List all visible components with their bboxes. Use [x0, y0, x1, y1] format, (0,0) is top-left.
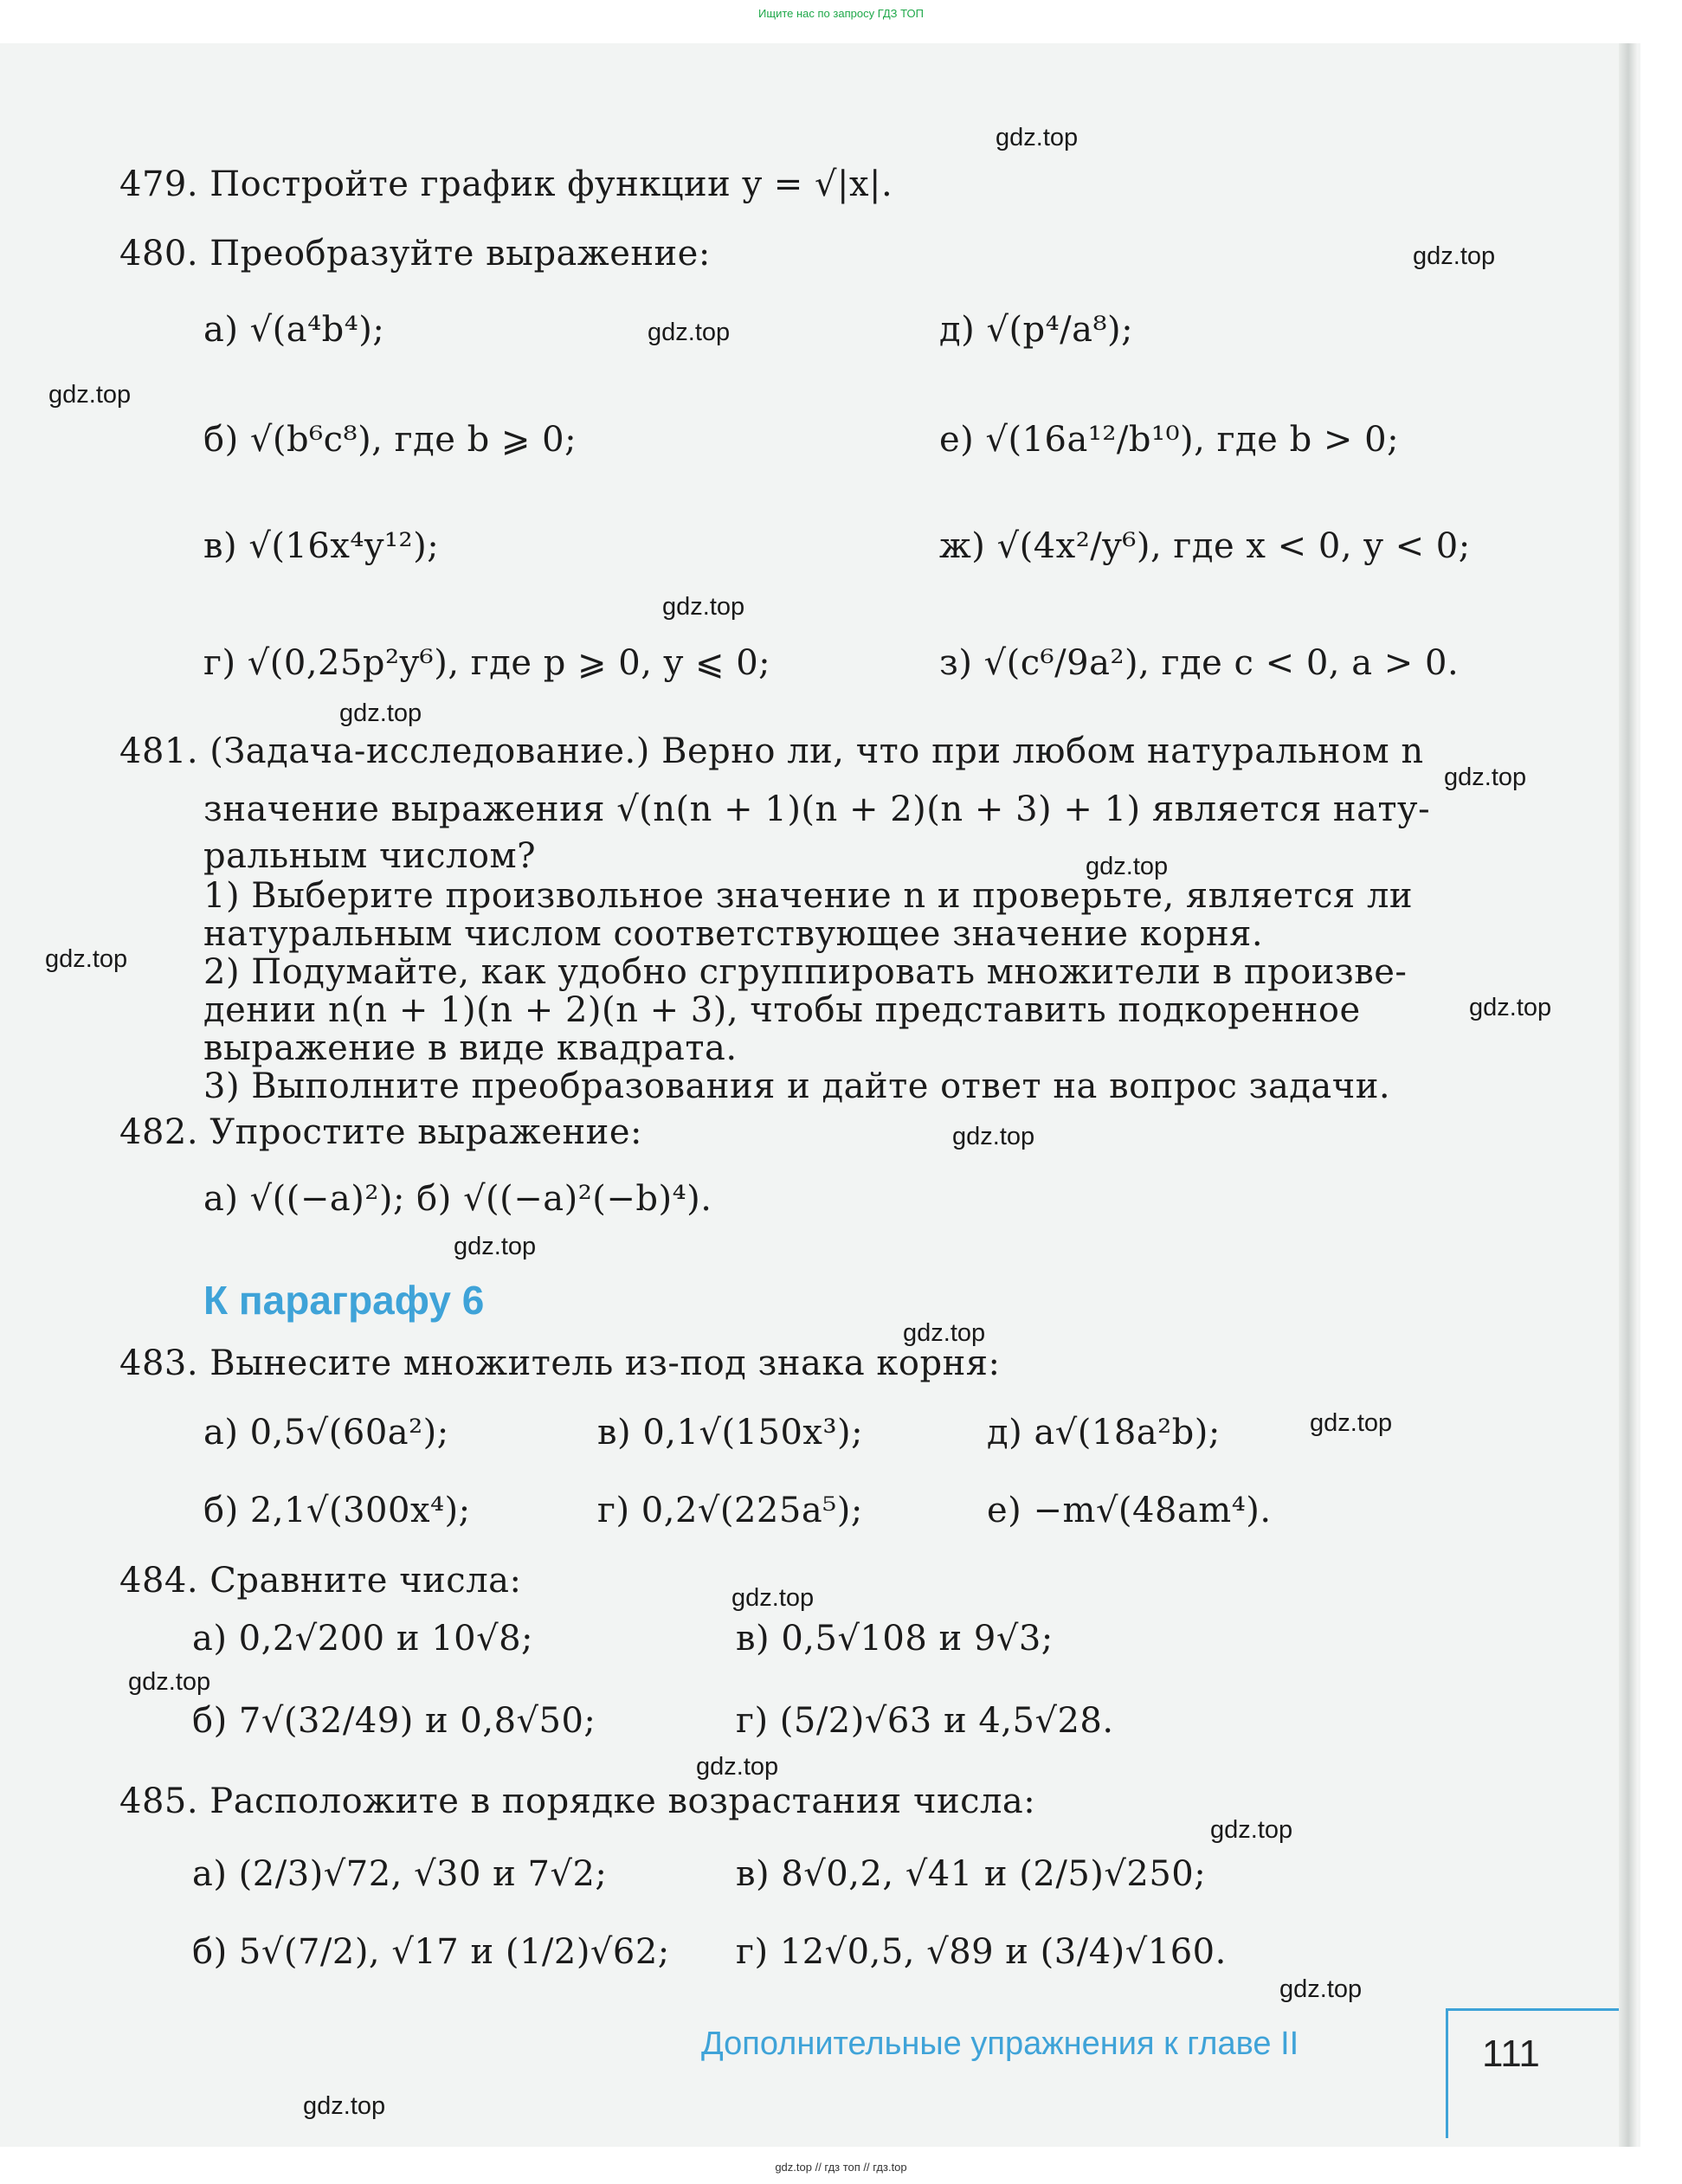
- problem-485-heading: 485. Расположите в порядке возрастания числа:: [119, 1781, 1036, 1821]
- watermark: gdz.top: [48, 381, 132, 409]
- problem-480-a: а) √(a⁴b⁴);: [203, 310, 385, 350]
- problem-480-g: г) √(0,25p²y⁶), где p ⩾ 0, y ⩽ 0;: [203, 643, 771, 683]
- watermark: gdz.top: [303, 2092, 386, 2120]
- watermark: gdz.top: [1279, 1975, 1363, 2003]
- problem-481-line-2: значение выражения √(n(n + 1)(n + 2)(n + 3) + 1) является нату-: [203, 789, 1431, 829]
- watermark: gdz.top: [696, 1753, 779, 1781]
- problem-481-line-1: 481. (Задача-исследование.) Верно ли, что при любом натуральном n: [119, 731, 1424, 771]
- problem-481-line-7: дении n(n + 1)(n + 2)(n + 3), чтобы представить подкоренное: [203, 990, 1361, 1030]
- problem-485-b: б) 5√(7/2), √17 и (1/2)√62;: [192, 1932, 670, 1972]
- problem-485-v: в) 8√0,2, √41 и (2/5)√250;: [736, 1854, 1207, 1894]
- watermark: gdz.top: [1310, 1409, 1393, 1437]
- problem-480-heading: 480. Преобразуйте выражение:: [119, 234, 711, 274]
- problem-481-line-3: ральным числом?: [203, 836, 537, 876]
- problem-483-g: г) 0,2√(225a⁵);: [597, 1491, 863, 1530]
- problem-481-line-4: 1) Выберите произвольное значение n и проверьте, является ли: [203, 876, 1414, 916]
- problem-483-a: а) 0,5√(60a²);: [203, 1413, 449, 1453]
- watermark: gdz.top: [731, 1584, 815, 1612]
- watermark: gdz.top: [648, 319, 731, 346]
- page-spine: [1619, 43, 1638, 2147]
- problem-480-v: в) √(16x⁴y¹²);: [203, 526, 440, 566]
- problem-484-g: г) (5/2)√63 и 4,5√28.: [736, 1701, 1114, 1741]
- problem-484-heading: 484. Сравните числа:: [119, 1561, 522, 1601]
- problem-481-line-9: 3) Выполните преобразования и дайте ответ на вопрос задачи.: [203, 1066, 1391, 1106]
- watermark: gdz.top: [996, 124, 1079, 151]
- page-number-rule-top: [1446, 2008, 1619, 2011]
- problem-479: 479. Постройте график функции y = √|x|.: [119, 164, 893, 204]
- problem-483-d: д) a√(18a²b);: [987, 1413, 1221, 1453]
- problem-480-b: б) √(b⁶c⁸), где b ⩾ 0;: [203, 420, 577, 460]
- problem-483-b: б) 2,1√(300x⁴);: [203, 1491, 471, 1530]
- footer-note: gdz.top // гдз топ // гдз.top: [775, 2161, 907, 2174]
- problem-483-v: в) 0,1√(150x³);: [597, 1413, 864, 1453]
- problem-485-a: а) (2/3)√72, √30 и 7√2;: [192, 1854, 608, 1894]
- chapter-footer: Дополнительные упражнения к главе II: [701, 2026, 1299, 2062]
- header-note: Ищите нас по запросу ГДЗ ТОП: [758, 7, 924, 20]
- watermark: gdz.top: [1086, 853, 1169, 880]
- problem-482-items: а) √((−a)²); б) √((−a)²(−b)⁴).: [203, 1179, 712, 1219]
- watermark: gdz.top: [45, 945, 128, 973]
- watermark: gdz.top: [339, 699, 422, 727]
- problem-483-e: е) −m√(48am⁴).: [987, 1491, 1272, 1530]
- page-number-rule: [1446, 2008, 1448, 2138]
- watermark: gdz.top: [952, 1123, 1035, 1150]
- page-number: 111: [1482, 2033, 1540, 2075]
- problem-480-d: д) √(p⁴/a⁸);: [939, 310, 1134, 350]
- problem-480-z: з) √(c⁶/9a²), где c < 0, a > 0.: [939, 643, 1460, 683]
- section-heading: К параграфу 6: [203, 1278, 485, 1323]
- problem-485-g: г) 12√0,5, √89 и (3/4)√160.: [736, 1932, 1227, 1972]
- problem-481-line-8: выражение в виде квадрата.: [203, 1028, 738, 1068]
- problem-481-line-5: натуральным числом соответствующее значение корня.: [203, 914, 1264, 954]
- watermark: gdz.top: [1210, 1816, 1293, 1844]
- watermark: gdz.top: [1444, 763, 1527, 791]
- problem-480-zh: ж) √(4x²/y⁶), где x < 0, y < 0;: [939, 526, 1471, 566]
- watermark: gdz.top: [662, 593, 745, 621]
- problem-480-e: е) √(16a¹²/b¹⁰), где b > 0;: [939, 420, 1400, 460]
- problem-484-v: в) 0,5√108 и 9√3;: [736, 1619, 1054, 1659]
- watermark: gdz.top: [128, 1668, 211, 1696]
- watermark: gdz.top: [1413, 242, 1496, 270]
- watermark: gdz.top: [1469, 994, 1552, 1021]
- watermark: gdz.top: [454, 1233, 537, 1260]
- problem-481-line-6: 2) Подумайте, как удобно сгруппировать множители в произве-: [203, 952, 1408, 992]
- problem-484-a: а) 0,2√200 и 10√8;: [192, 1619, 534, 1659]
- problem-483-heading: 483. Вынесите множитель из-под знака корня:: [119, 1343, 1001, 1383]
- problem-482-heading: 482. Упростите выражение:: [119, 1112, 642, 1152]
- problem-484-b: б) 7√(32/49) и 0,8√50;: [192, 1701, 596, 1741]
- watermark: gdz.top: [903, 1319, 986, 1347]
